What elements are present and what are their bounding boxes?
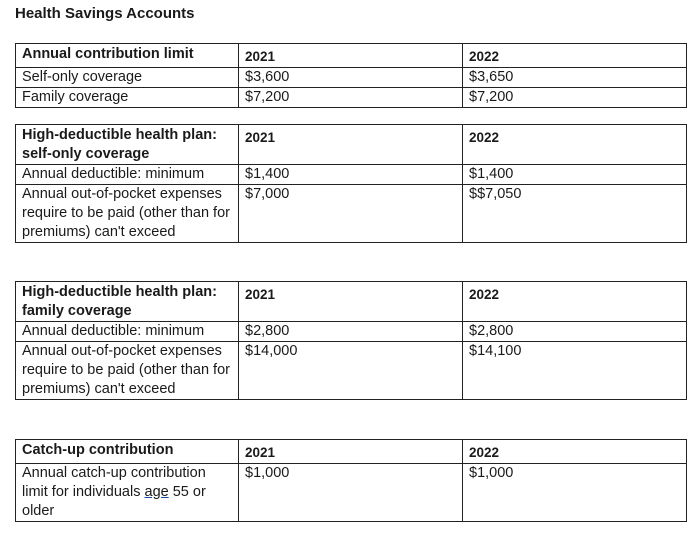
table-header-label: Annual contribution limit — [16, 44, 239, 68]
value-2021: $1,000 — [239, 464, 463, 522]
table-header-row — [16, 282, 687, 322]
year-header-2022: 2022 — [463, 125, 687, 165]
value-2022: $$7,050 — [463, 185, 687, 243]
year-header-2022: 2022 — [463, 282, 687, 322]
row-label: Annual deductible: minimum — [16, 165, 239, 185]
family-plan-table — [15, 281, 687, 400]
table-row — [16, 68, 687, 88]
table-header-label: High-deductible health plan: self-only coverage — [16, 125, 239, 165]
table-header-label: High-deductible health plan: family coverage — [16, 282, 239, 322]
value-2021: $3,600 — [239, 68, 463, 88]
table-row — [16, 185, 687, 243]
value-2022: $14,100 — [463, 342, 687, 400]
table-row — [16, 342, 687, 400]
document-title: Health Savings Accounts — [15, 5, 195, 22]
spellcheck-underlined-word: age — [144, 484, 169, 500]
row-label-part: Annual catch-up contribution limit for individuals — [22, 465, 206, 500]
value-2021: $1,400 — [239, 165, 463, 185]
table-row — [16, 322, 687, 342]
row-label: Annual out-of-pocket expenses require to be paid (other than for premiums) can't exceed — [16, 185, 239, 243]
value-2021: $7,000 — [239, 185, 463, 243]
row-label: Annual out-of-pocket expenses require to be paid (other than for premiums) can't exceed — [16, 342, 239, 400]
value-2021: $2,800 — [239, 322, 463, 342]
table-row — [16, 464, 687, 522]
row-label: Self-only coverage — [16, 68, 239, 88]
table-row — [16, 165, 687, 185]
year-header-2021: 2021 — [239, 282, 463, 322]
value-2022: $1,400 — [463, 165, 687, 185]
year-header-2021: 2021 — [239, 440, 463, 464]
value-2022: $3,650 — [463, 68, 687, 88]
catch-up-contribution-table — [15, 439, 687, 522]
year-header-2021: 2021 — [239, 125, 463, 165]
year-header-2022: 2022 — [463, 44, 687, 68]
table-header-row — [16, 440, 687, 464]
row-label: Annual deductible: minimum — [16, 322, 239, 342]
table-header-label: Catch-up contribution — [16, 440, 239, 464]
row-label-part: 55 or older — [22, 484, 206, 519]
value-2022: $1,000 — [463, 464, 687, 522]
table-header-row — [16, 125, 687, 165]
year-header-2022: 2022 — [463, 440, 687, 464]
value-2021: $14,000 — [239, 342, 463, 400]
value-2022: $2,800 — [463, 322, 687, 342]
contribution-limit-table — [15, 43, 687, 108]
row-label: Family coverage — [16, 88, 239, 108]
self-only-plan-table — [15, 124, 687, 243]
value-2022: $7,200 — [463, 88, 687, 108]
value-2021: $7,200 — [239, 88, 463, 108]
year-header-2021: 2021 — [239, 44, 463, 68]
row-label — [16, 464, 239, 522]
table-header-row — [16, 44, 687, 68]
table-row — [16, 88, 687, 108]
